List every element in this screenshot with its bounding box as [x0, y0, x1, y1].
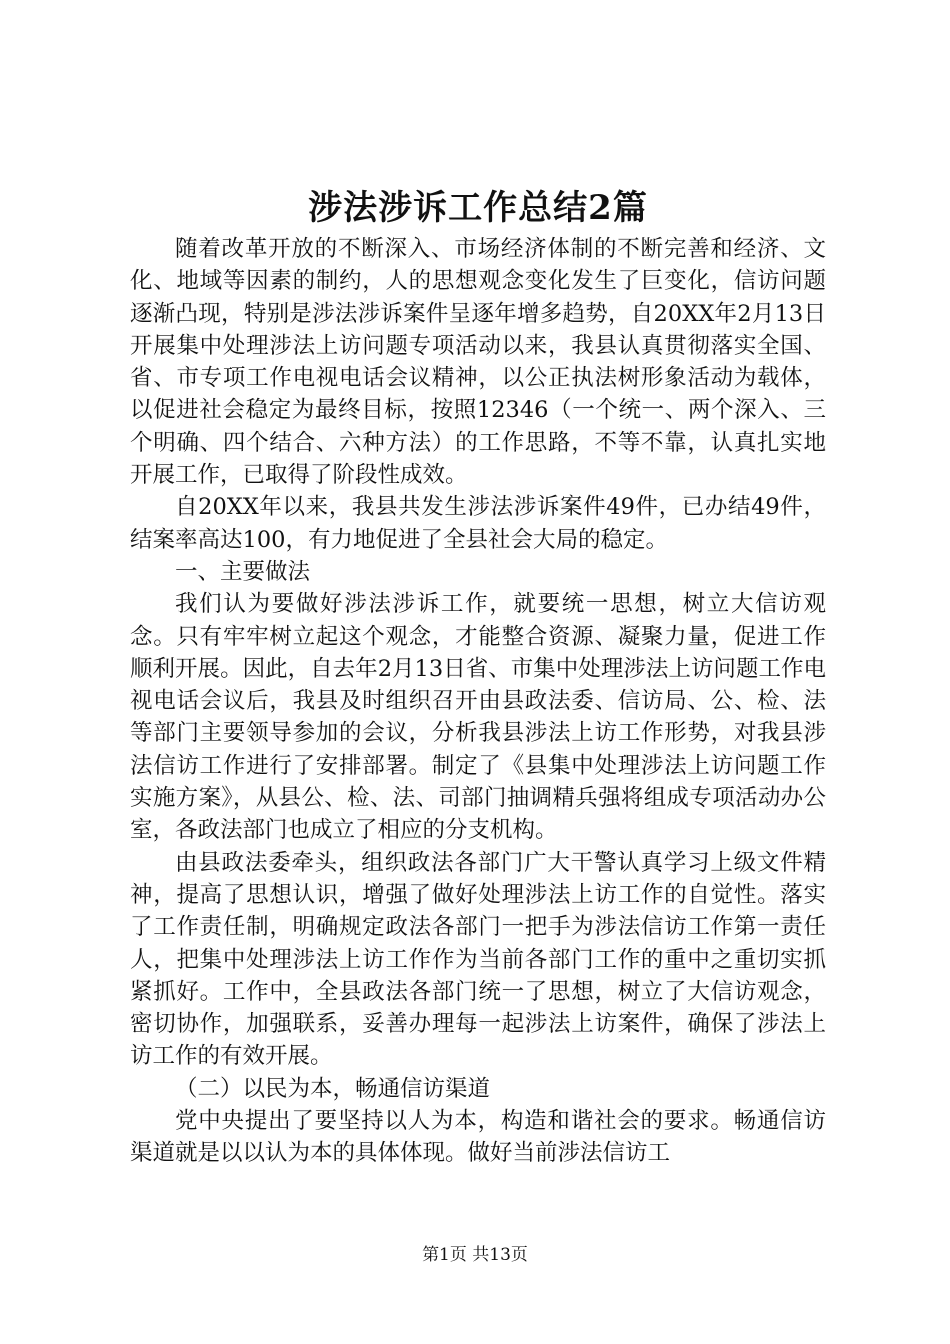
paragraph-unify-thinking: 我们认为要做好涉法涉诉工作，就要统一思想，树立大信访观念。只有牢牢树立起这个观念，才能整合资源、凝聚力量，促进工作顺利开展。因此，自去年2月13日省、市集中处理涉法上访问题工作电视电话会议后，我县及时组织召开由县政法委、信访局、公、检、法等部门主要领导参加的会议，分析我县涉法上访工作形势，对我县涉法信访工作进行了安排部署。制定了《县集中处理涉法上访问题工作实施方案》，从县公、检、法、司部门抽调精兵强将组成专项活动办公室，各政法部门也成立了相应的分支机构。: [130, 591, 826, 844]
document-title: 涉法涉诉工作总结2篇: [308, 188, 648, 228]
section-heading-people-first: （二）以民为本，畅通信访渠道: [175, 1075, 491, 1102]
section-heading-main-methods: 一、主要做法: [175, 558, 311, 585]
paragraph-intro: 随着改革开放的不断深入、市场经济体制的不断完善和经济、文化、地域等因素的制约，人的思想观念变化发生了巨变化，信访问题逐渐凸现，特别是涉法涉诉案件呈逐年增多趋势，自20XX年2月13日开展集中处理涉法上访问题专项活动以来，我县认真贯彻落实全国、省、市专项工作电视电话会议精神，以公正执法树形象活动为载体，以促进社会稳定为最终目标，按照12346（一个统一、两个深入、三个明确、四个结合、六种方法）的工作思路，不等不靠，认真扎实地开展工作，已取得了阶段性成效。: [130, 236, 826, 489]
paragraph-people-first: 党中央提出了要坚持以人为本，构造和谐社会的要求。畅通信访渠道就是以以认为本的具体体现。做好当前涉法信访工: [130, 1108, 826, 1167]
page-footer: 第1页 共13页: [422, 1245, 528, 1265]
paragraph-responsibility: 由县政法委牵头，组织政法各部门广大干警认真学习上级文件精神，提高了思想认识，增强了做好处理涉法上访工作的自觉性。落实了工作责任制，明确规定政法各部门一把手为涉法信访工作第一责任人，把集中处理涉法上访工作作为当前各部门工作的重中之重切实抓紧抓好。工作中，全县政法各部门统一了思想，树立了大信访观念，密切协作，加强联系，妥善办理每一起涉法上访案件，确保了涉法上访工作的有效开展。: [130, 849, 826, 1070]
document-body: [130, 233, 826, 1170]
paragraph-case-stats: 自20XX年以来，我县共发生涉法涉诉案件49件，已办结49件，结案率高达100，有力地促进了全县社会大局的稳定。: [130, 494, 826, 553]
